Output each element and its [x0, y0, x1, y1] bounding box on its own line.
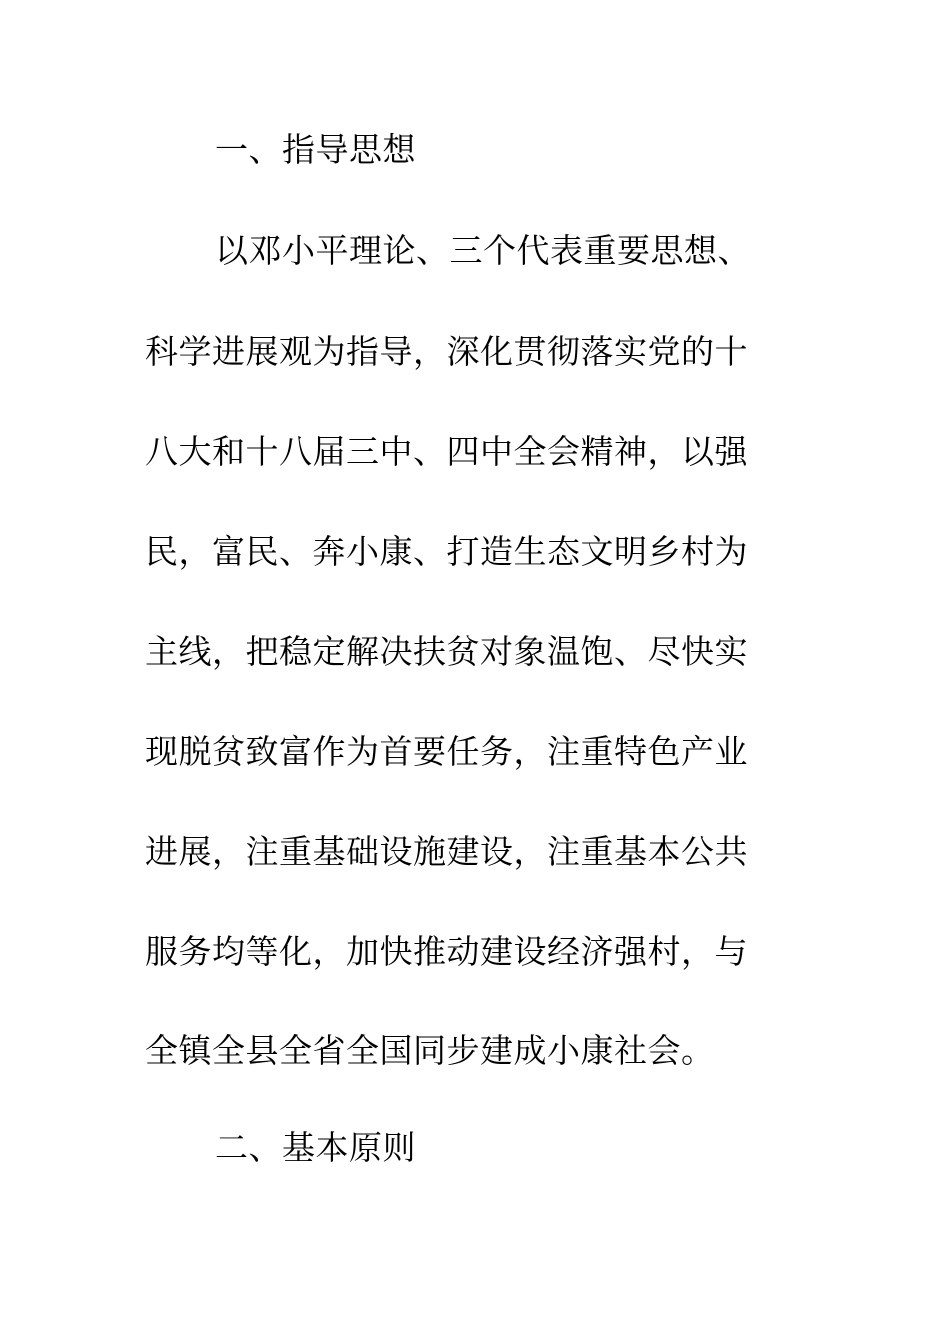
paragraph-line-4: 民，富民、奔小康、打造生态文明乡村为 — [145, 532, 748, 571]
paragraph-line-2: 科学进展观为指导，深化贯彻落实党的十 — [145, 332, 748, 371]
paragraph-line-7: 进展，注重基础设施建设，注重基本公共 — [145, 832, 748, 871]
section-heading-guiding-ideology: 一、指导思想 — [215, 130, 416, 169]
paragraph-line-3: 八大和十八届三中、四中全会精神，以强 — [145, 432, 748, 471]
paragraph-line-6: 现脱贫致富作为首要任务，注重特色产业 — [145, 732, 748, 771]
paragraph-line-5: 主线，把稳定解决扶贫对象温饱、尽快实 — [145, 632, 748, 671]
paragraph-line-8: 服务均等化，加快推动建设经济强村，与 — [145, 932, 748, 971]
paragraph-line-1: 以邓小平理论、三个代表重要思想、 — [215, 231, 751, 270]
paragraph-line-9: 全镇全县全省全国同步建成小康社会。 — [145, 1031, 715, 1070]
section-heading-basic-principles: 二、基本原则 — [215, 1128, 416, 1167]
